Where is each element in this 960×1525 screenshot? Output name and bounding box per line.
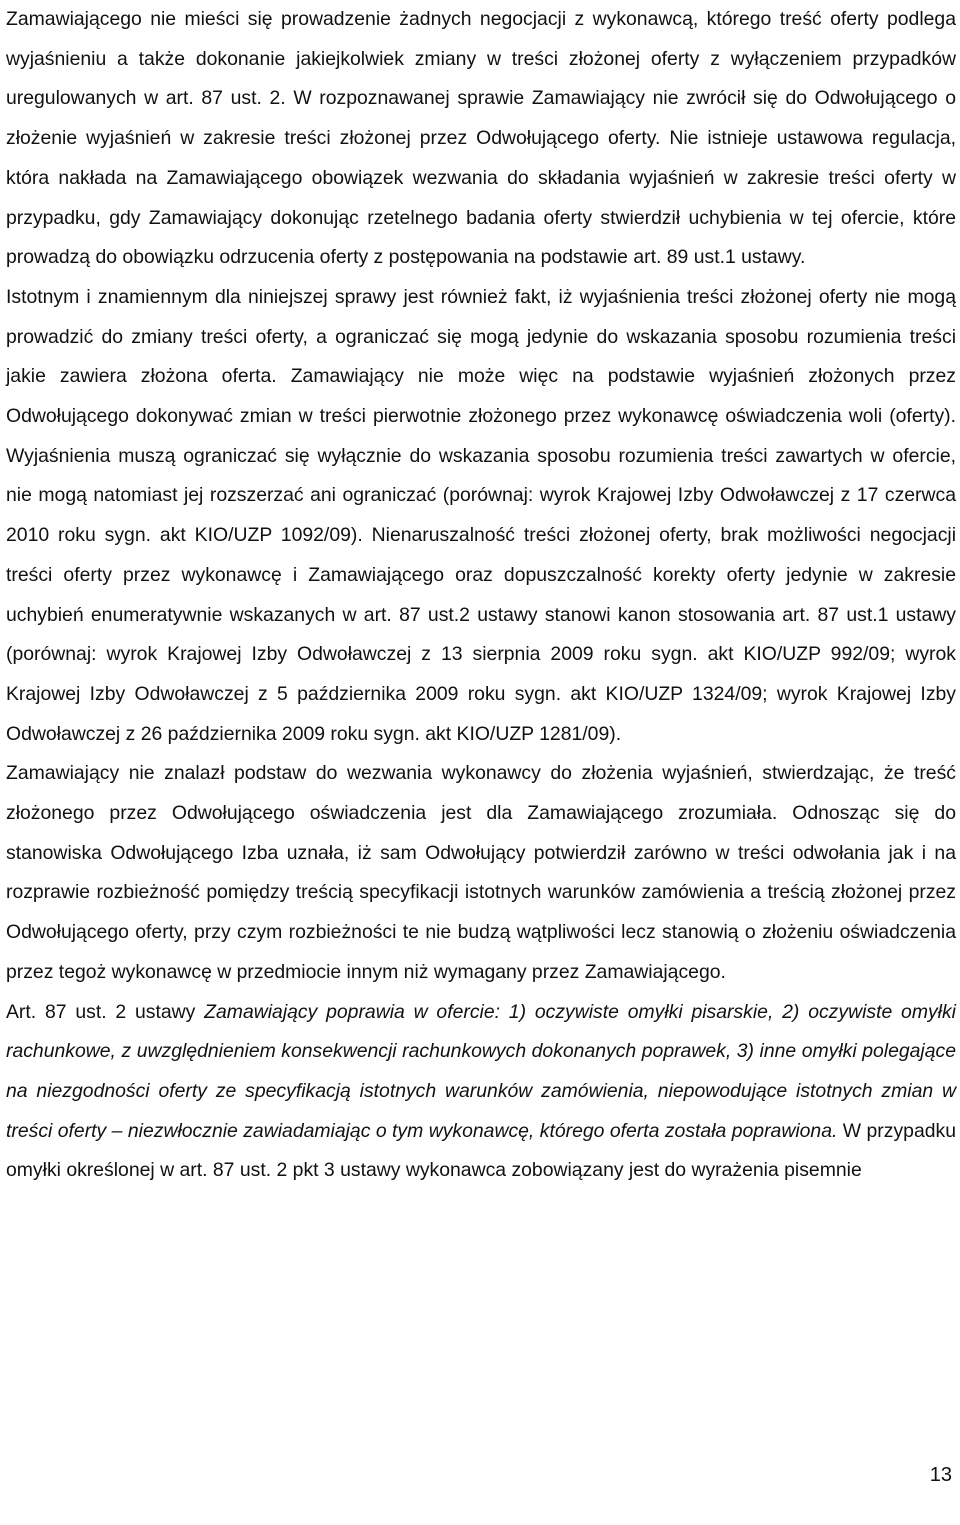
paragraph-2 <box>6 278 956 754</box>
paragraph-4-intro: Art. 87 ust. 2 ustawy <box>6 1000 205 1023</box>
document-body <box>6 0 956 1191</box>
paragraph-1-text: Zamawiającego nie mieści się prowadzenie żadnych negocjacji z wykonawcą, którego treść oferty podlega wyjaśnieniu a także dokonanie jakiejkolwiek zmiany w treści złożonej oferty z wyłączeniem przypadków uregulowanych w art. 87 ust. 2. W rozpoznawanej sprawie Zamawiający nie zwrócił się do Odwołującego o złożenie wyjaśnień w zakresie treści złożonej przez Odwołującego oferty. Nie istnieje ustawowa regulacja, która nakłada na Zamawiającego obowiązek wezwania do składania wyjaśnień w zakresie treści oferty w przypadku, gdy Zamawiający dokonując rzetelnego badania oferty stwierdził uchybienia w tej ofercie, które prowadzą do obowiązku odrzucenia oferty z postępowania na podstawie art. 89 ust.1 ustawy. <box>6 8 956 269</box>
paragraph-3-text: Zamawiający nie znalazł podstaw do wezwania wykonawcy do złożenia wyjaśnień, stwierdzając, że treść złożonego przez Odwołującego oświadczenia jest dla Zamawiającego zrozumiała. Odnosząc się do stanowiska Odwołującego Izba uznała, iż sam Odwołujący potwierdził zarówno w treści odwołania jak i na rozprawie rozbieżność pomiędzy treścią specyfikacji istotnych warunków zamówienia a treścią złożonej przez Odwołującego oferty, przy czym rozbieżności te nie budzą wątpliwości lecz stanowią o złożeniu oświadczenia przez tegoż wykonawcę w przedmiocie innym niż wymagany przez Zamawiającego. <box>6 762 956 983</box>
paragraph-2-text: Istotnym i znamiennym dla niniejszej sprawy jest również fakt, iż wyjaśnienia treści złożonej oferty nie mogą prowadzić do zmiany treści oferty, a ograniczać się mogą jedynie do wskazania sposobu rozumienia treści jakie zawiera złożona oferta. Zamawiający nie może więc na podstawie wyjaśnień złożonych przez Odwołującego dokonywać zmian w treści pierwotnie złożonego przez wykonawcę oświadczenia woli (oferty). Wyjaśnienia muszą ograniczać się wyłącznie do wskazania sposobu rozumienia treści zawartych w ofercie, nie mogą natomiast jej rozszerzać ani ograniczać (porównaj: wyrok Krajowej Izby Odwoławczej z 17 czerwca 2010 roku sygn. akt KIO/UZP 1092/09). Nienaruszalność treści złożonej oferty, brak możliwości negocjacji treści oferty przez wykonawcę i Zamawiającego oraz dopuszczalność korekty oferty jedynie w zakresie uchybień enumeratywnie wskazanych w art. 87 ust.2 ustawy stanowi kanon stosowania art. 87 ust.1 ustawy (porównaj: wyrok Krajowej Izby Odwoławczej z 13 sierpnia 2009 roku sygn. akt KIO/UZP 992/09; wyrok Krajowej Izby Odwoławczej z 5 października 2009 roku sygn. akt KIO/UZP 1324/09; wyrok Krajowej Izby Odwoławczej z 26 października 2009 roku sygn. akt KIO/UZP 1281/09). <box>6 285 956 745</box>
paragraph-1 <box>6 0 956 278</box>
page-number: 13 <box>929 1464 952 1486</box>
paragraph-4-continuation: W przypadku omyłki określonej w art. 87 ust. 2 pkt 3 ustawy wykonawca zobowiązany jest do wyrażenia pisemnie <box>6 1119 956 1182</box>
paragraph-4 <box>6 993 956 1192</box>
paragraph-3 <box>6 754 956 992</box>
paragraph-4-quoted-article: Zamawiający poprawia w ofercie: 1) oczywiste omyłki pisarskie, 2) oczywiste omyłki rachunkowe, z uwzględnieniem konsekwencji rachunkowych dokonanych poprawek, 3) inne omyłki polegające na niezgodności oferty ze specyfikacją istotnych warunków zamówienia, niepowodujące istotnych zmian w treści oferty – niezwłocznie zawiadamiając o tym wykonawcę, którego oferta została poprawiona. <box>6 1000 956 1142</box>
